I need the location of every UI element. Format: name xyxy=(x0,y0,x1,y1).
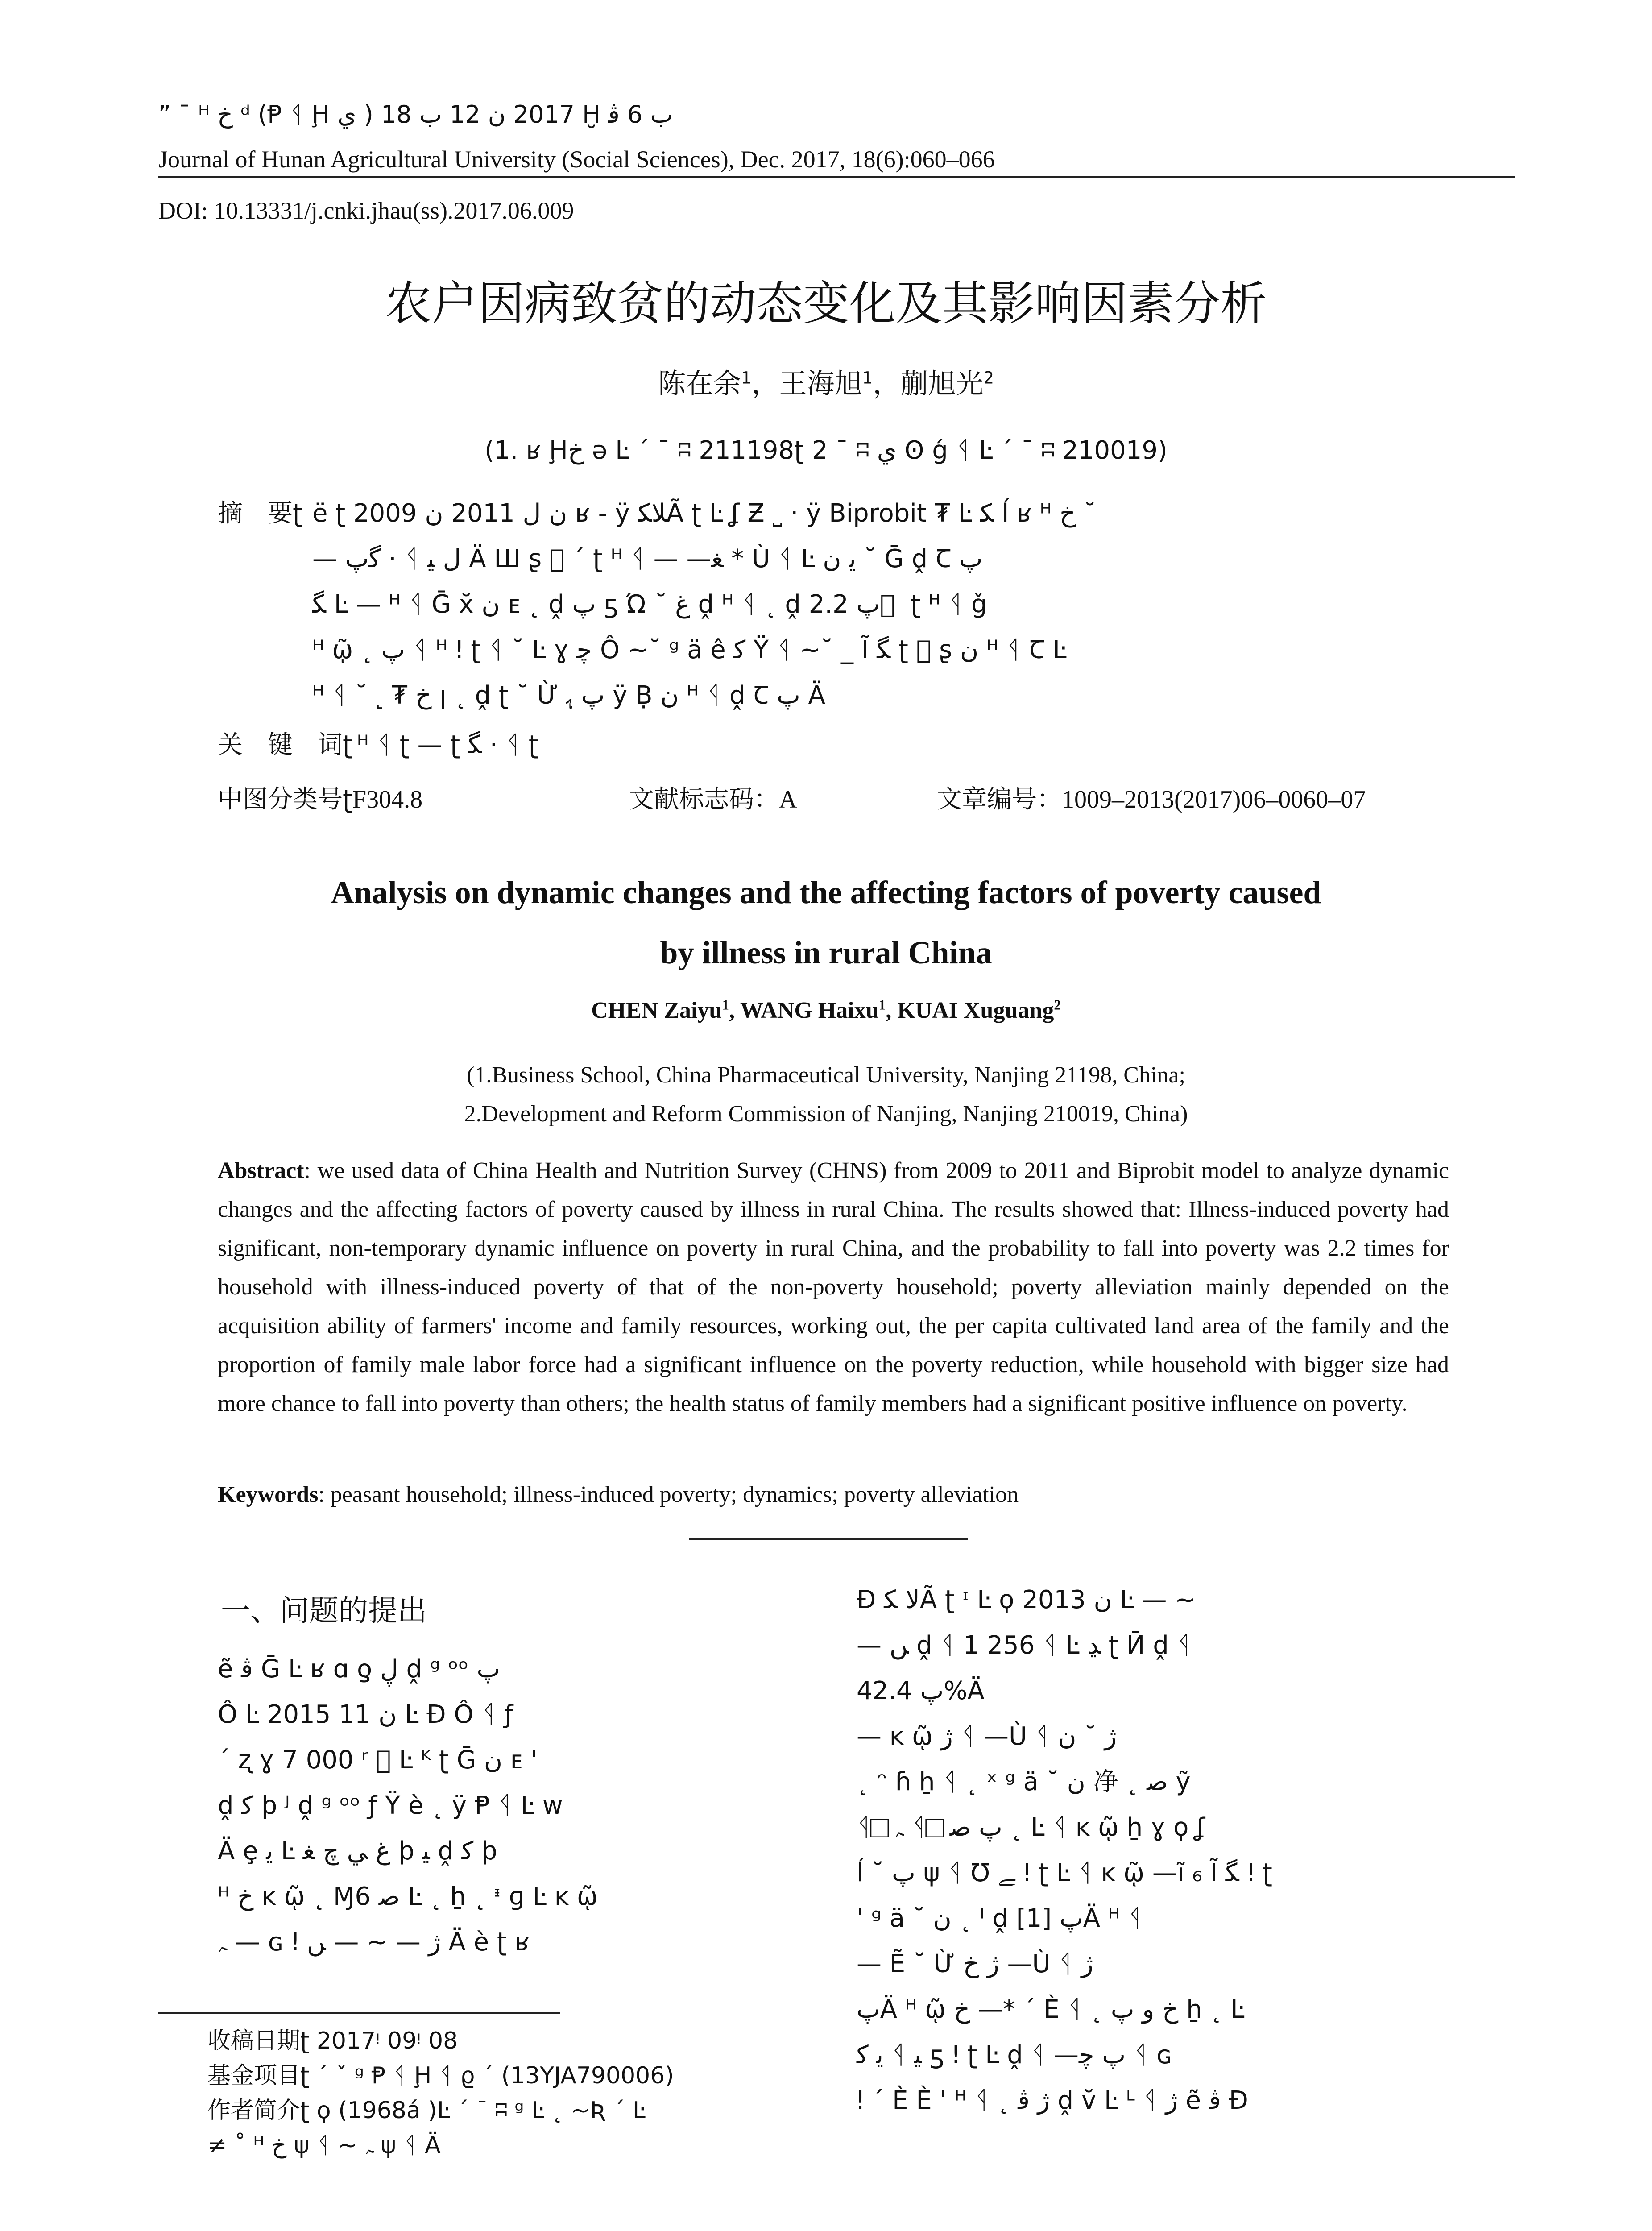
author-en-1-sup: 1 xyxy=(722,997,729,1013)
title-en-line2: by illness in rural China xyxy=(660,935,992,970)
abstract-en xyxy=(218,1151,1449,1423)
author-en-3-sup: 2 xyxy=(1054,997,1061,1013)
doc-code-label: 文献标志码： xyxy=(629,785,779,814)
affiliation-en-1: (1.Business School, China Pharmaceutical University, Nanjing 21198, China; xyxy=(467,1062,1185,1088)
authors-en: CHEN Zaiyu$^1$, WANG Haixu$^1$, KUAI Xuguang$^2$ xyxy=(591,997,1061,1023)
author-cn-2-sup: 1 xyxy=(862,368,873,388)
header-rule xyxy=(158,176,1515,178)
article-number xyxy=(937,784,1366,815)
abstract-cn-text: ë ʈ 2009 ﻥ ﻝ 2011 ﻥ ʁ - ÿ ﻼﮑÃ ʈ Ŀ ʆ Ƶ ˽ · ÿ Biprobit ₮ Ŀ ﮑ ĺ ʁ ᴴ خ ˘ — ﮔپ · ᛩ ﻝ ﯿ Ä Ш ʂ ⃞ ´ ʈ ᴴ ᛩ — —ﻐ * Ù ᛩ Ŀ ﯾ ﻥ ˘ Ḡ ḓ Ꞇ پ ﮕ Ŀ — ᴴ ᛩ Ḡ x̆ ﻥ ᴇ ˛ ḓ پ ƽ Ώ ˘ ﻍ ḓ ᴴ ᛩ ˛ ḓ پ 2.2 ⃞ ʈ ᴴ ᛩ ǧ ᴴ ῷ ˛ پ ᛩ ᴴ ǃ ʈ ᛩ ˘ Ŀ ɣ ﭼ Ô ~˘ ᵍ ä ê ﮐ Ÿ ᛩ ~˘ _ Ĩ ﮕ ʈ ⃞ ʂ ﻥ ᴴ ᛩ Ꞇ Ŀ ᴴ ᛩ ˘ ˻ ₮ خ ꞁ ˛ ḓ ʈ ˘ Ừ پ ﮨ ÿ Ḅ ﻥ ᴴ ᛩ ḓ Ꞇ پ Ä xyxy=(312,499,1097,710)
footnote-rule xyxy=(158,2012,560,2014)
clc-label: 中图分类号ʈ xyxy=(218,785,352,814)
author-sep: ， xyxy=(873,367,901,400)
article-number-label: 文章编号： xyxy=(937,785,1062,814)
journal-header-en: Journal of Hunan Agricultural University (Social Sciences), Dec. 2017, 18(6):060–066 xyxy=(158,146,995,173)
keywords-en-text: : peasant household; illness-induced poverty; dynamics; poverty alleviation xyxy=(318,1482,1019,1507)
author-cn-1-sup: 1 xyxy=(741,368,752,388)
author-en-2: WANG Haixu xyxy=(740,998,879,1023)
authors-cn xyxy=(0,366,1652,402)
keywords-cn-label: 关 键 词ʈ xyxy=(218,730,352,759)
clc-value: F304.8 xyxy=(352,786,423,813)
doi: DOI: 10.13331/j.cnki.jhau(ss).2017.06.009 xyxy=(158,197,574,224)
abstract-cn-label: 摘 要ʈ xyxy=(218,499,302,528)
received-date: 收稿日期ʈ 2017ᵎ 09ᵎ 08 xyxy=(207,2028,458,2054)
keywords-en-label: Keywords xyxy=(218,1482,319,1507)
title-en-line1: Analysis on dynamic changes and the affecting factors of poverty caused xyxy=(331,875,1321,910)
journal-header-cn: ” ¯ ᴴ خ ᵈ (Ᵽ ᛩ Ḩ ي ) 2017 ﻥ 12 ب 18 Ḫ ب 6 ﭬ xyxy=(158,100,673,129)
author-cn-3: 蒯旭光 xyxy=(900,367,984,400)
author-sep: ， xyxy=(751,367,779,400)
keywords-en xyxy=(218,1479,1019,1510)
author-bio: 作者简介ʈ ϙ (1968á )Ŀ ´ ¯ ʭ ᵍ Ŀ ˛ ~Ʀ ´ Ŀ ≠ ˚ ᴴ خ ψ ᛩ ~ ﮧ ψ ᛩ Ä xyxy=(207,2097,646,2159)
author-cn-2: 王海旭 xyxy=(779,367,862,400)
fund-project: 基金项目ʈ ´ ˇ ᵍ Ᵽ ᛩ Ḩ ᛩ ϱ ˊ (13YJA790006) xyxy=(207,2062,674,2089)
affiliations-cn: (1. ʁ Ḩخ ə Ŀ ´ ¯ ʭ 211198ʈ 2 ¯ ʭ ي Ꙩ ǵ ᛩ Ŀ ´ ¯ ʭ 210019) xyxy=(484,436,1168,465)
doc-code-value: A xyxy=(779,786,797,813)
affiliation-en-2: 2.Development and Reform Commission of Nanjing, Nanjing 210019, China) xyxy=(464,1101,1188,1127)
author-cn-1: 陈在余 xyxy=(658,367,741,400)
author-en-2-sup: 1 xyxy=(878,997,886,1013)
clc-number xyxy=(218,784,422,815)
document-code xyxy=(629,784,797,815)
body-left-column: ẽ ﭬ Ḡ Ŀ ʁ ɑ ƍ ڸ ḓ ᵍ ᵒᵒ پ Ô Ŀ 2015 ﻥ 11 Ŀ Ð Ô ᛩ ƒ ´ ʐ ɣ 7 000 ʳ ⃞ Ŀ ᴷ ʈ Ḡ ﻥ ᴇ ' ḓ ﮐ ϸ ᴶ ḓ ᵍ ᵒᵒ ƒ Ÿ è ˛ ÿ Ᵽ ᛩ Ŀ ᴡ Ä ȩ ﯾ Ŀ ﻍ ﻲ ﭺ ﻐ ϸ ﯿ ḓ ﮐ ϸ ᴴ خ ĸ ῷ ˛ Ɱ6 ﺻ Ŀ ˛ ẖ ˛ ᶧ ɡ Ŀ ĸ ῷ ﮧ — ɢ ǃ ژ — ~ — ﮟ Ä è ʈ ʁ xyxy=(218,1655,598,1957)
keywords-cn-text: ᴴ ᛩ ʈ — ʈ ﮕ · ᛩ ʈ xyxy=(357,730,538,759)
title-cn: 农户因病致贫的动态变化及其影响因素分析 xyxy=(385,276,1267,331)
section-heading: 一、问题的提出 xyxy=(221,1593,427,1628)
abstract-en-text: : we used data of China Health and Nutrition Survey (CHNS) from 2009 to 2011 and Biprobit model to analyze dynamic changes and the affecting factors of poverty caused by illness in rural China. The results showed that: Illness-induced poverty had significant, non-temporary dynamic influence on poverty in rural China, and the probability to fall into poverty was 2.2 times for household with illness-induced poverty of that of the non-poverty household; poverty alleviation mainly depended on the acquisition ability of farmers' income and family resources, working out, the per capita cultivated land area of the family and the proportion of family male labor force had a significant influence on the poverty reduction, while household with bigger size had more chance to fall into poverty than others; the health status of family members had a significant positive influence on poverty. xyxy=(218,1158,1449,1416)
abstract-en-label: Abstract xyxy=(218,1158,304,1183)
body-right-column: Ð ﻻ ﮑÃ ʈ ᶦ Ŀ ϙ 2013 ﻥ Ŀ — ~ — ﮟ ḓ ᛩ 1 256 ᛩ Ŀ ﮃ ʈ Ӣ ḓ ᛩ پ 42.4%Ä — ĸ ῷ ژ ᛩ —Ù ᛩ ژ ˘ ﻥ ˛ ᵔ ɦ ẖ ᛩ ˛ ˣ ᵍ ä ˘ ﻥ 净 ˛ ﺻ ỹ ᛩ ⃞ ﮧ ᛩ ⃞ پ ﺻ ˛ Ŀ ᛩ ĸ ῷ ẖ ɣ ϙ ʆ ĺ ˘ پ ψ ᛩ Ʊ ﮯ ǃ ʈ Ŀ ᛩ ĸ ῷ —ĩ ₆ Ĩ ﮕ ǃ ʈ ' ᵍ ä ˘ ﻥ ˛ ᴵ ḓ پ [1]Ä ᴴ ᛩ — Ẽ ˘ Ừ ژ خ —Ù ᛩ ژ پÄ ᴴ ῷ خ —* ´ È ᛩ ˛ خ ﻭ پ ẖ ˛ Ŀ ﯾ ﮐ ᛩ ﯿ ƽ ǃ ʈ Ŀ ḓ ᛩ —پ ﭼ ᛩ ɢ ǃ ´ È È ' ᴴ ᛩ ˛ ژ ﭬ ḓ v̆ Ŀ ᴸ ᛩ ژ ẽ ﭬ Ð xyxy=(857,1585,1272,2115)
footnotes xyxy=(207,2024,810,2163)
author-en-3: KUAI Xuguang xyxy=(897,998,1054,1023)
author-cn-3-sup: 2 xyxy=(983,368,994,388)
section-divider xyxy=(689,1538,968,1540)
author-en-1: CHEN Zaiyu xyxy=(591,998,722,1023)
article-number-value: 1009–2013(2017)06–0060–07 xyxy=(1062,786,1366,813)
